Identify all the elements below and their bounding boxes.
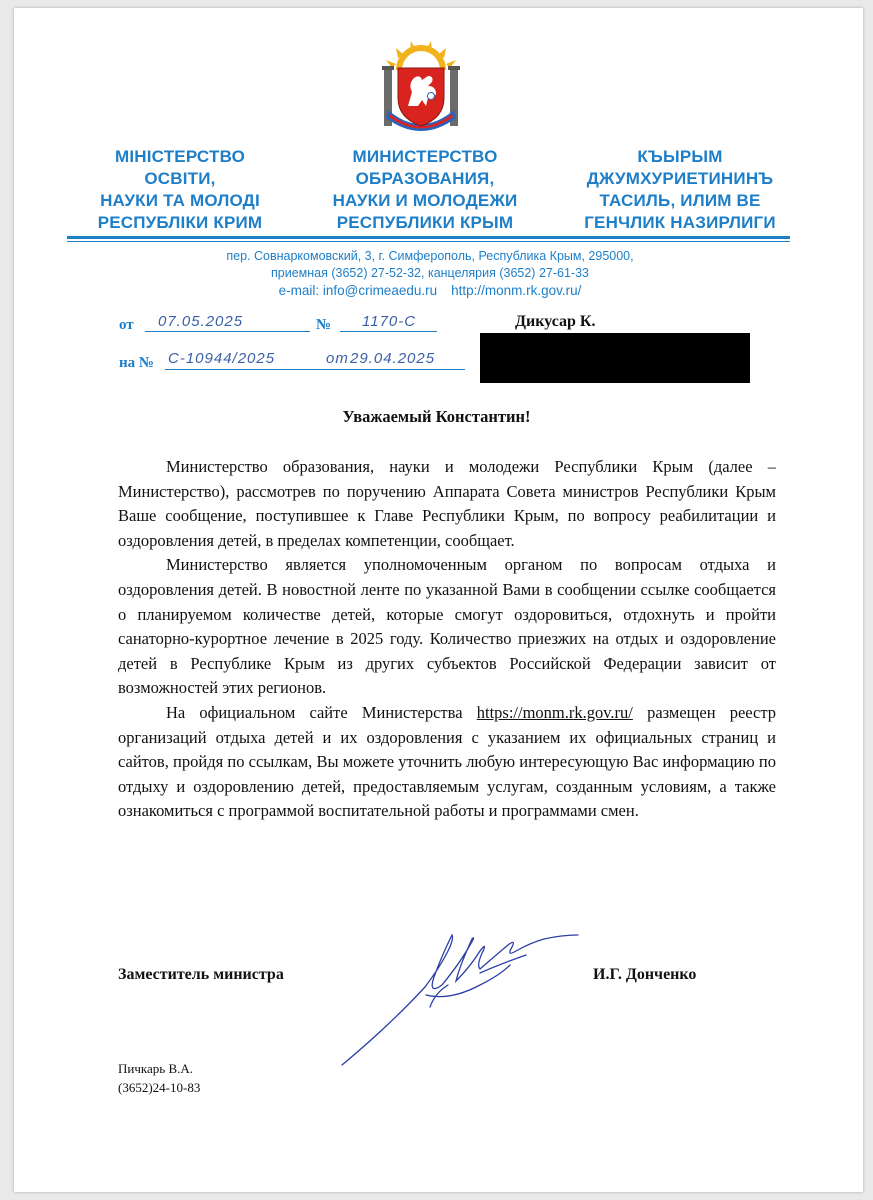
signatory-name: И.Г. Донченко — [593, 966, 697, 983]
paragraph-3 — [118, 701, 776, 824]
header-line: НАУКИ ТА МОЛОДІ — [100, 191, 260, 210]
reply-date: 29.04.2025 — [350, 350, 436, 367]
outgoing-date: 07.05.2025 — [158, 313, 244, 330]
header-line: ОСВІТИ, — [144, 169, 216, 188]
email-text[interactable]: e-mail: info@crimeaedu.ru — [278, 283, 438, 298]
handwritten-signature — [330, 915, 590, 1075]
number-underline — [340, 331, 437, 332]
reply-underline — [165, 369, 465, 370]
address-line: пер. Совнаркомовский, 3, г. Симферополь, Республика Крым, 295000, — [226, 249, 634, 263]
letter-body — [118, 455, 776, 824]
recipient-name: Дикусар К. — [515, 313, 596, 330]
header-divider-thin — [67, 241, 790, 242]
number-label: № — [316, 317, 332, 333]
ministry-site-link[interactable]: https://monm.rk.gov.ru/ — [476, 702, 633, 722]
phone-line: приемная (3652) 27-52-32, канцелярия (3652) 27-61-33 — [271, 266, 589, 280]
header-line: КЪЫРЫМ — [637, 147, 723, 166]
date-label: от — [119, 317, 134, 333]
paragraph-3-end: размещен реестр организаций отдыха детей и их оздоровления с указанием их официальных страниц и сайтов, пройдя по ссылкам, Вы можете уточнить любую интересующую Вас информацию по отдыху и оздоровлению детей, предоставляемым услугам, созданным условиям, а также ознакомиться с программой воспитательной работы и программами смен. — [118, 702, 777, 821]
header-line: МИНИСТЕРСТВО — [352, 147, 498, 166]
ministry-name-russian — [320, 146, 530, 234]
header-line: ТАСИЛЬ, ИЛИМ ВЕ — [599, 191, 761, 210]
paragraph-3-start: На официальном сайте Министерства — [166, 702, 463, 722]
executor-name: Пичкарь В.А. — [118, 1061, 194, 1076]
reply-from-label: от — [326, 350, 349, 367]
date-underline — [145, 331, 310, 332]
crimea-emblem-logo — [378, 40, 464, 135]
redacted-block — [480, 333, 750, 383]
outgoing-number: 1170-С — [362, 313, 417, 330]
greeting: Уважаемый Константин! — [342, 407, 531, 426]
ministry-name-crimean-tatar — [565, 146, 795, 234]
paragraph-2: Министерство является уполномоченным органом по вопросам отдыха и оздоровления детей. В новостной ленте по указанной Вами в сообщении ссылке сообщается о планируемом количестве детей, которые смогут оздоровиться, отдохнуть и пройти санаторно-курортное лечение в 2025 году. Количество приезжих на отдых и оздоровление детей в Республике Крым из других субъектов Российской Федерации зависит от возможностей этих регионов. — [118, 555, 776, 698]
header-divider-thick — [67, 236, 790, 239]
paragraph-1: Министерство образования, науки и молодежи Республики Крым (далее – Министерство), рассмотрев по поручению Аппарата Совета министров Республики Крым Ваше сообщение, поступившее к Главе Республики Крым, по вопросу реабилитации и оздоровления детей, в пределах компетенции, сообщает. — [118, 457, 776, 550]
contacts-line — [190, 283, 670, 298]
signatory-title: Заместитель министра — [118, 966, 284, 983]
header-line: РЕСПУБЛИКИ КРЫМ — [336, 213, 514, 232]
header-line: МІНІСТЕРСТВО — [114, 147, 246, 166]
executor-phone: (3652)24-10-83 — [118, 1080, 201, 1095]
header-line: ОБРАЗОВАНИЯ, — [355, 169, 495, 188]
header-line: РЕСПУБЛІКИ КРИМ — [97, 213, 263, 232]
header-line: ГЕНЧЛИК НАЗИРЛИГИ — [584, 213, 776, 232]
website-link[interactable]: http://monm.rk.gov.ru/ — [451, 283, 582, 298]
reply-number-label: на № — [119, 355, 154, 371]
reply-number: С-10944/2025 — [168, 350, 276, 367]
header-line: ДЖУМХУРИЕТИНИНЪ — [586, 169, 774, 188]
header-line: НАУКИ И МОЛОДЕЖИ — [332, 191, 518, 210]
ministry-name-ukrainian — [80, 146, 280, 234]
